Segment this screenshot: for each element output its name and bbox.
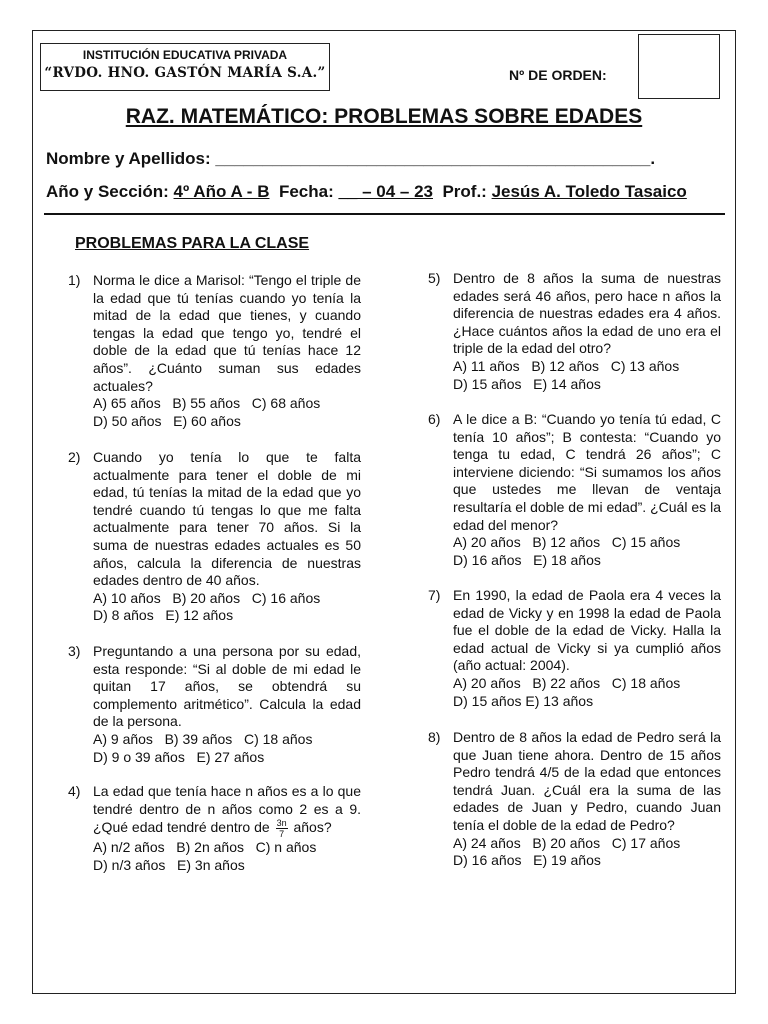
options-row-2: D) 16 años E) 18 años <box>453 551 601 568</box>
problem-number: 8) <box>428 729 441 745</box>
teacher-value: Jesús A. Toledo Tasaico <box>491 182 687 201</box>
problem-statement-part-b: años? <box>293 819 332 836</box>
problem-number: 7) <box>428 587 441 603</box>
date-label: Fecha: <box>278 182 334 201</box>
teacher-label: Prof.: <box>442 182 487 201</box>
problem-statement: A le dice a B: “Cuando yo tenía tú edad, C tenía 10 años”; B contesta: “Cuando yo tenga tu edad, C tendrá 26 años”; C interviene diciendo: “Si sumamos los años que ustedes me llevan de ventaja resultaría el doble de mi edad”. ¿Cuál es la edad del menor? <box>453 411 721 533</box>
order-number-label: Nº DE ORDEN: <box>509 67 607 83</box>
problem-statement: Dentro de 8 años la edad de Pedro será la que Juan tiene ahora. Dentro de 15 años Pedro tendrá 4/5 de la edad que entonces tendrá Juan. ¿Cuál era la suma de las edades de Juan y Pedro, cuando Juan tenía el doble de la edad de Pedro? <box>453 729 721 833</box>
problem-statement: Preguntando a una persona por su edad, esta responde: “Si al doble de mi edad le quitan 17 años, se obtendrá su complemento aritmético”. Calcula la edad de la persona. <box>93 643 361 730</box>
school-name-box <box>40 43 330 91</box>
options-row-1: A) 10 años B) 20 años C) 16 años <box>93 589 321 606</box>
year-section-value: 4º Año A - B <box>173 182 270 201</box>
options-row-2: D) 15 años E) 14 años <box>453 375 601 392</box>
options-row-2: D) 8 años E) 12 años <box>93 607 234 624</box>
options-row-1: A) 65 años B) 55 años C) 68 años <box>93 395 321 412</box>
problem-statement-part-a: La edad que tenía hace n años es a lo que tendré dentro de n años como 2 es a 9. ¿Qué edad tendré dentro de <box>93 783 361 836</box>
fraction-denominator: 7 <box>279 829 285 840</box>
options-row-1: A) n/2 años B) 2n años C) n años <box>93 839 317 856</box>
name-blank[interactable]: ______________________________________________. <box>215 149 656 168</box>
name-label: Nombre y Apellidos: <box>46 149 211 168</box>
options-row-2: D) 15 años E) 13 años <box>453 692 594 709</box>
problem-8 <box>428 729 721 870</box>
problem-4 <box>68 783 361 874</box>
school-type: INSTITUCIÓN EDUCATIVA PRIVADA <box>82 48 288 62</box>
problem-number: 3) <box>68 643 81 659</box>
problem-number: 5) <box>428 270 441 286</box>
problem-statement: Norma le dice a Marisol: “Tengo el triple de la edad que tú tenías cuando yo tenía la mitad de la edad que tienes, y cuando tengas la edad que tengo yo, tendré el doble de la edad que tú tenías hace 12 años”. ¿Cuánto suman sus edades actuales? <box>93 272 361 394</box>
problem-number: 1) <box>68 272 81 288</box>
problem-number: 6) <box>428 411 441 427</box>
options-row-1: A) 9 años B) 39 años C) 18 años <box>93 730 313 747</box>
problem-3 <box>68 643 361 766</box>
problem-statement <box>93 783 361 839</box>
problem-2 <box>68 449 361 625</box>
problem-statement: Dentro de 8 años la suma de nuestras edades será 46 años, pero hace n años la diferencia de nuestras edades era 4 años. ¿Hace cuántos años la edad de uno era el triple de la edad del otro? <box>453 270 721 357</box>
date-value: __ – 04 – 23 <box>338 182 433 201</box>
problem-5 <box>428 270 721 393</box>
section-title: PROBLEMAS PARA LA CLASE <box>75 235 310 252</box>
name-line <box>46 149 655 169</box>
school-name: “RVDO. HNO. GASTÓN MARÍA S.A.” <box>44 65 326 81</box>
options-row-2: D) 50 años E) 60 años <box>93 412 241 429</box>
problem-1 <box>68 272 361 430</box>
fraction-numerator: 3n <box>276 818 287 829</box>
options-row-1: A) 20 años B) 22 años C) 18 años <box>453 674 681 691</box>
problem-6 <box>428 411 721 569</box>
order-number-box[interactable] <box>638 34 720 99</box>
year-section-label: Año y Sección: <box>46 182 169 201</box>
fraction <box>276 818 288 839</box>
problem-number: 2) <box>68 449 81 465</box>
options-row-2: D) 16 años E) 19 años <box>453 852 601 869</box>
options-row-1: A) 11 años B) 12 años C) 13 años <box>453 357 680 374</box>
info-line <box>46 182 687 202</box>
options-row-1: A) 24 años B) 20 años C) 17 años <box>453 834 681 851</box>
problem-number: 4) <box>68 783 81 799</box>
options-row-2: D) n/3 años E) 3n años <box>93 856 245 873</box>
problem-7 <box>428 587 721 710</box>
problem-statement: En 1990, la edad de Paola era 4 veces la edad de Vicky y en 1998 la edad de Paola fue el doble de la edad de Vicky. Halla la edad actual de Vicky si ya cumplió años (año actual: 2004). <box>453 587 721 674</box>
problem-statement: Cuando yo tenía lo que te falta actualmente para tener el doble de mi edad, tú tenías la mitad de la edad que yo tendré cuando tú tengas lo que me falta actualmente para tener 70 años. Si la suma de nuestras edades actuales es 50 años, calcula la diferencia de nuestras edades dentro de 40 años. <box>93 449 361 589</box>
options-row-1: A) 20 años B) 12 años C) 15 años <box>453 534 681 551</box>
page-title: RAZ. MATEMÁTICO: PROBLEMAS SOBRE EDADES <box>125 105 643 128</box>
options-row-2: D) 9 o 39 años E) 27 años <box>93 748 265 765</box>
header-divider <box>44 213 725 215</box>
